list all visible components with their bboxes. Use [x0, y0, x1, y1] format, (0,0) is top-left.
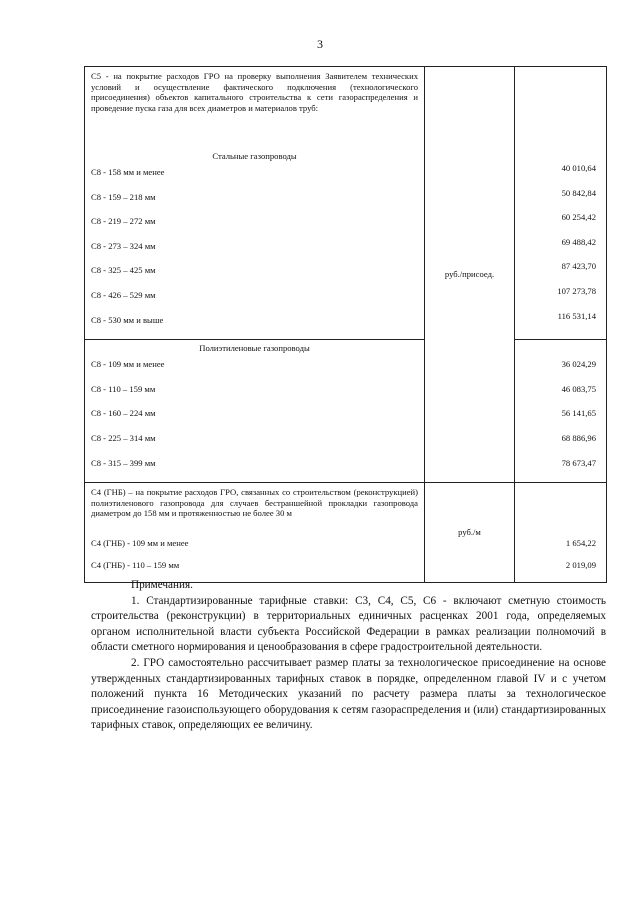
value-cell: 46 083,75	[561, 383, 596, 394]
value-cell: 68 886,96	[561, 432, 596, 443]
value-cell: 1 654,22	[565, 538, 596, 549]
value-cell: 50 842,84	[561, 187, 596, 198]
list-item: C8 - 530 мм и выше	[91, 314, 164, 325]
steel-cell	[85, 67, 425, 340]
list-item: C8 - 426 – 529 мм	[91, 289, 156, 300]
tariff-table	[84, 66, 607, 583]
list-item: C8 - 109 мм и менее	[91, 359, 165, 370]
list-item: C8 - 219 – 272 мм	[91, 216, 156, 227]
notes-title: Примечания.	[131, 579, 193, 591]
poly-cell	[85, 340, 425, 483]
list-item: C8 - 325 – 425 мм	[91, 265, 156, 276]
value-cell: 107 273,78	[557, 285, 596, 296]
value-cell: 60 254,42	[561, 212, 596, 223]
list-item: C4 (ГНБ) - 110 – 159 мм	[91, 560, 180, 571]
c4-values-cell	[515, 483, 607, 583]
poly-heading: Полиэтиленовые газопроводы	[199, 343, 310, 354]
value-cell: 78 673,47	[561, 457, 596, 468]
table-row	[85, 67, 607, 340]
note-1: 1. Стандартизированные тарифные ставки: C3, C4, C5, C6 - включают сметную стоимость строительства (реконструкции) в территориальных единичных расценках 2001 года, определяемых органом исполнительной власти субъекта Российской Федерации в рамках реализации полномочий в области сметного нормирования и ценообразования в сфере градостроительной деятельности.	[91, 594, 606, 654]
list-item: C8 - 225 – 314 мм	[91, 432, 156, 443]
value-cell: 2 019,09	[565, 560, 596, 571]
value-cell: 116 531,14	[557, 310, 596, 321]
list-item: C8 - 273 – 324 мм	[91, 240, 156, 251]
list-item: C8 - 110 – 159 мм	[91, 383, 156, 394]
value-cell: 40 010,64	[561, 163, 596, 173]
value-cell: 69 488,42	[561, 236, 596, 247]
c4-description: C4 (ГНБ) – на покрытие расходов ГРО, связанных со строительством (реконструкцией) полиэтиленового газопровода для случаев бестраншейной прокладки газопровода диаметром до 158 мм и протяженностью не более 30 м	[91, 487, 418, 519]
list-item: C8 - 158 мм и менее	[91, 167, 165, 177]
note-2: 2. ГРО самостоятельно рассчитывает размер платы за технологическое присоединение на основе утвержденных стандартизированных тарифных ставок в порядке, определенном главой IV и с учетом положений пункта 16 Методических указаний по расчету размера платы за технологическое присоединение газоиспользующего оборудования к сетям газораспределения и (или) стандартизированных тарифных ставок, определяющих ее величину.	[91, 656, 606, 732]
poly-values-cell	[515, 340, 607, 483]
list-item: C8 - 160 – 224 мм	[91, 408, 156, 419]
unit-cell: руб./м	[425, 483, 515, 583]
value-cell: 87 423,70	[561, 261, 596, 272]
table-row	[85, 483, 607, 583]
list-item: C4 (ГНБ) - 109 мм и менее	[91, 538, 189, 549]
value-cell: 56 141,65	[561, 408, 596, 419]
list-item: C8 - 159 – 218 мм	[91, 191, 156, 202]
list-item: C8 - 315 – 399 мм	[91, 457, 156, 468]
table-row	[85, 340, 607, 483]
c5-description: C5 - на покрытие расходов ГРО на проверку выполнения Заявителем технических условий и осуществление фактического подключения (технологического присоединения) объектов капитального строительства к сети газораспределения и проведение пуска газа для всех диаметров и материалов труб:	[91, 71, 418, 113]
page-number: 3	[317, 37, 323, 51]
steel-heading: Стальные газопроводы	[212, 151, 297, 161]
unit-cell: руб./присоед.	[425, 67, 515, 483]
value-cell: 36 024,29	[561, 359, 596, 370]
c4-cell	[85, 483, 425, 583]
notes-section	[91, 578, 606, 734]
steel-values-cell	[515, 67, 607, 340]
